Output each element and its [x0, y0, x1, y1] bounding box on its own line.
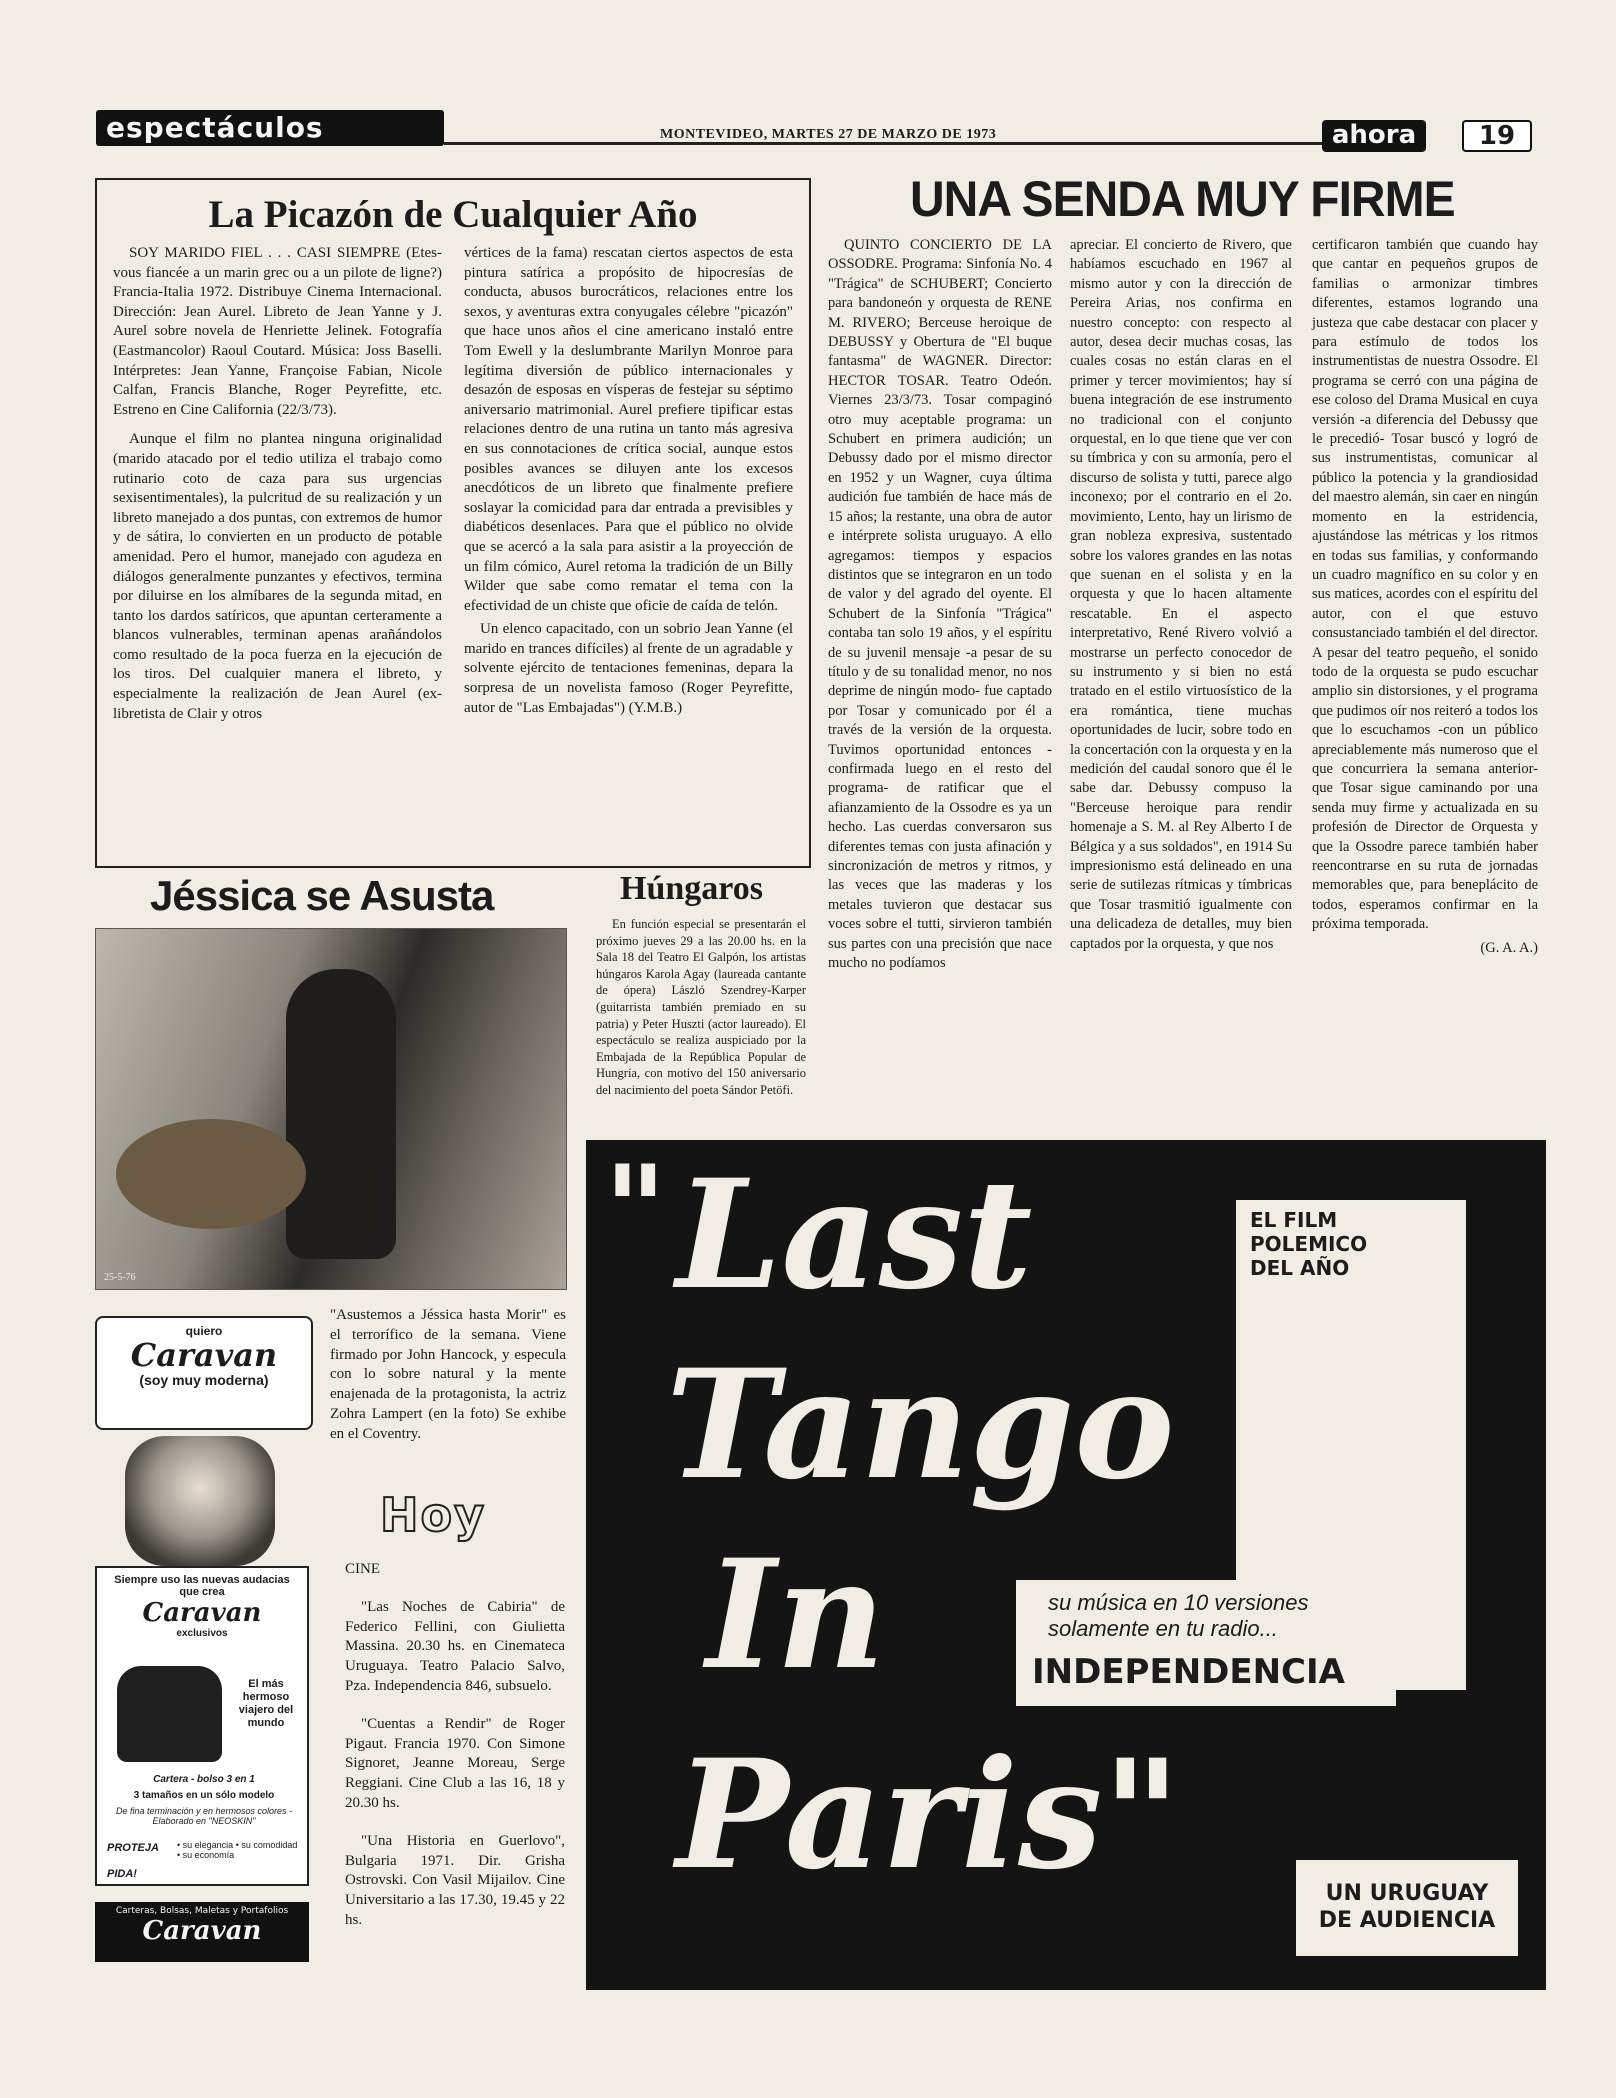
picazon-credits: SOY MARIDO FIEL . . . CASI SIEMPRE (Etes-vous fiancée a un marin grec ou a un pilote de ligne?) Francia-Italia 1972. Distribuye Cinema Internacional. Dirección: Jean Aurel. Libreto de Jean Yanne y J. Aurel sobre novela de Henriette Jelinek. Fotografía (Eastmancolor) Raoul Coutard. Música: Joss Baselli. Intérpretes: Jean Yanne, Françoise Fabian, Nicole Calfan, Francis Blanche, Roger Peyrefitte, etc. Estreno en Cine California (22/3/73).	[113, 245, 442, 418]
caravan-ad	[95, 1316, 315, 1966]
caravan-cartera: Cartera - bolso 3 en 1	[153, 1774, 255, 1785]
model-face	[125, 1436, 275, 1566]
picazon-article	[95, 178, 811, 868]
hoy-item: "Una Historia en Guerlovo", Bulgaria 1971. Dir. Grisha Ostrovski. Con Vasil Mijailov. Cine Universitario a las 17.30, 19.45 y 22 hs.	[345, 1832, 565, 1928]
senda-paragraph: certificaron también que cuando hay que cantar en pequeños grupos de familias o armonizar timbres diferentes, estamos logrando una justeza que cabe destacar con placer y para estímulo de todos los instrumentistas de nuestra Ossodre. El programa se cerró con una página de ese coloso del Drama Musical en cuya versión -a diferencia del Debussy que le precedió- Tosar buscó y logró de sus instrumentistas, comunicar al público la potencia y la grandiosidad del maestro alemán, sin caer en ningún momento en la estridencia, ajustándose las métricas y los ritmos en todas sus familias, y conformando un cuadro magnífico en su color y en sus matices, acordes con el espíritu del autor, con el que estuvo consustanciado también el del director. A pesar del teatro pequeño, el sonido todo de la orquesta se pudo escuchar amplio sin distorsiones, y el programa que pudimos oír nos reiteró a todos los que lo escuchamos -con un público apreciablemente más numeroso que el que concurriera la semana anterior- que Tosar sigue caminando por una senda muy firme y actualizada en su profesión de Director de Orquesta y que la Ossodre parece también haber reencontrarse en su ruta de jornadas memorables que, para beneplácito de todos, esperamos confirmar en la próxima temporada.	[1312, 237, 1538, 933]
jessica-text	[330, 1306, 566, 1449]
picazon-paragraph: Un elenco capacitado, con un sobrio Jean Yanne (el marido en trances difíciles) al frente de un agradable y solvente ejército de tentaciones femeninas, depara la sorpresa de un novelista famoso (Roger Peyrefitte, autor de "Las Embajadas") (Y.M.B.)	[464, 621, 793, 716]
caravan-badge: El más hermoso viajero del mundo	[238, 1678, 294, 1729]
audiencia-box	[1296, 1860, 1518, 1956]
jessica-photo	[95, 928, 567, 1290]
tango-word-in: In	[706, 1527, 886, 1703]
section-banner	[96, 110, 444, 146]
caravan-quiero: quiero	[185, 1324, 223, 1338]
hoy-listings	[345, 1560, 565, 1935]
dateline: MONTEVIDEO, MARTES 27 DE MARZO DE 1973	[660, 127, 997, 142]
caravan-line: Siempre uso las nuevas audacias que crea	[114, 1574, 290, 1598]
caravan-exclusivos: exclusivos	[176, 1628, 228, 1639]
senda-column-2	[1070, 236, 1292, 958]
page-number: 19	[1478, 121, 1516, 151]
senda-column-3	[1312, 236, 1538, 958]
radio-name: INDEPENDENCIA	[1032, 1652, 1345, 1692]
brand-logo	[1322, 120, 1426, 152]
tango-quote-open: "	[604, 1139, 667, 1280]
picazon-paragraph: vértices de la fama) rescatan ciertos aspectos de esta pintura satírica a propósito de hipocresías de conducta, abusos burocráticos, relaciones entre los sexos, y aventuras extra conyugales célebre "picazón" que hace unos años el cine americano instaló entre Tom Ewell y la deslumbrante Marilyn Monroe para legítima diversión de público internacionales y desazón de esposas en vísperas de festejar su séptimo aniversario matrimonial. Aurel prefiere tipificar estas relaciones dentro de una rutina un tanto más agresiva en sus connotaciones de crítica social, aunque estos posibles avances se diluyen ante los excesos anecdóticos de un libreto que finalmente prefiere soslayar la comicidad para dar entrada a previsibles y diabéticos desenlaces. Para que el público no olvide que se acercó a la sala para asistir a la proyección de un film cómico, Aurel retoma la tradición de un Billy Wilder que sabe como rematar el tema con la efectividad de un chiste que oficie de caída de telón.	[464, 245, 793, 614]
senda-paragraph: QUINTO CONCIERTO DE LA OSSODRE. Programa: Sinfonía No. 4 "Trágica" de SCHUBERT; Concierto para bandoneón y orquesta de RENE M. RIVERO; Berceuse heroique de DEBUSSY y Obertura de "El buque fantasma" de WAGNER. Director: HECTOR TOSAR. Teatro Odeón. Viernes 23/3/73. Tosar compaginó otro muy aceptable programa: un Schubert en primera audición; un Debussy dado por el mismo director en 1952 y un Wagner, cuya última audición fue también de hace más de 15 años; la restante, una obra de autor e intérprete solista uruguayo. A ello agregamos: tiempos y espacios distintos que se integraron en un todo de valor y del agrado del oyente. El Schubert de la Sinfonía "Trágica" contaba tan solo 19 años, y el espíritu de su juvenil mensaje -a pesar de su título y de su tonalidad menor, no nos deprime de ningún modo- fue captado por Tosar y comunicado por él a través de la versión de la orquesta. Tuvimos oportunidad entonces -confirmada luego en el resto del programa- de ratificar que el afianzamiento de la Ossodre es ya un hecho. Las cuerdas conversaron sus diferentes temas con justa afinación y sincronización de metros y ritmos, y las veces que las maderas y los metales tuvieron que destacar sus voces sobre el tutti, sirvieron también sus partes con una precisión que nace mucho no podíamos	[828, 237, 1052, 972]
senda-column-1	[828, 236, 1052, 977]
jessica-paragraph: "Asustemos a Jéssica hasta Morir" es el terrorífico de la semana. Viene firmado por John Hancock, y especula con lo sobre natural y la mente enajenada de la protagonista, la actriz Zohra Lampert (en la foto) Se exhibe en el Coventry.	[330, 1307, 566, 1442]
brand-name: ahora	[1331, 120, 1417, 150]
radio-line: su música en 10 versiones solamente en tu radio...	[1048, 1590, 1309, 1641]
tango-word-paris: Paris"	[676, 1727, 1181, 1903]
caravan-logo: Caravan	[130, 1336, 278, 1374]
caravan-ad-top	[95, 1316, 313, 1430]
radio-box	[1016, 1580, 1396, 1706]
last-tango-ad	[586, 1140, 1546, 1990]
polemico-text: EL FILM POLEMICO DEL AÑO	[1250, 1208, 1368, 1280]
audiencia-text: UN URUGUAY DE AUDIENCIA	[1318, 1881, 1496, 1933]
senda-paragraph: apreciar. El concierto de Rivero, que habíamos escuchado en 1967 al mismo autor y con la dirección de Pereira Arias, nos confirma en nuestro concepto: con respecto al autor, desea decir muchas cosas, las cuales cosas no están claras en el primer y tercer movimientos; hay sí buena integración de ese instrumento no tradicional con el conjunto orquestal, en lo que tiene que ver con su tímbrica y con su armonía, pero el discurso de solista y tutti, parece algo inconexo; por el contrario en el 2o. movimiento, Lento, hay un lirismo de gran nobleza expresiva, sustentado sobre los valores grandes en las notas que suenan en el solista y en la orquesta y que lo hacen altamente rescatable. En el aspecto interpretativo, René Rivero volvió a mostrarse un perfecto conocedor de su instrumento y si bien no está tratado en el estilo virtuosístico de la era romántica, tiene muchas oportunidades de lucir, sobre todo en la concertación con la orquesta y en la medición del caudal sonoro que él le sabe dar. Debussy compuso la "Berceuse heroique para rendir homenaje a S. M. al Rey Alberto I de Bélgica y a sus soldados", en 1914 Su impresionismo está delineado en una serie de sutilezas rítmicas y tímbricas que Tosar trasmitió igualmente con una delicadeza de detalles, muy bien captados por la orquesta, y que nos	[1070, 237, 1292, 952]
caravan-pida: PIDA!	[107, 1868, 137, 1880]
caravan-logo: Caravan	[142, 1598, 262, 1628]
tango-word-tango: Tango	[666, 1337, 1175, 1513]
hoy-item: "Las Noches de Cabiria" de Federico Fellini, con Giulietta Massina. 20.30 hs. en Cinemateca Uruguaya. Teatro Palacio Salvo, Pza. Independencia 846, subsuelo.	[345, 1598, 565, 1694]
lute-shape	[116, 1119, 306, 1229]
senda-signature: (G. A. A.)	[1480, 939, 1538, 956]
caravan-protege-items: • su elegancia • su comodidad • su economía	[177, 1840, 298, 1860]
senda-title: UNA SENDA MUY FIRME	[910, 171, 1455, 228]
caravan-ad-main	[95, 1566, 309, 1886]
section-title: espectáculos	[106, 111, 324, 144]
handbag-image	[117, 1666, 222, 1762]
caravan-footer	[95, 1902, 309, 1962]
caravan-tagline: (soy muy moderna)	[139, 1372, 269, 1388]
caravan-footer-logo: Caravan	[142, 1916, 262, 1946]
hoy-title: Hoy	[380, 1488, 487, 1542]
hungaros-paragraph: En función especial se presentarán el próximo jueves 29 a las 20.00 hs. en la Sala 18 del Teatro El Galpón, los artistas húngaros Karola Agay (laureada cantante de ópera) László Szendrey-Karper (guitarrista también premiado en su patria) y Peter Huszti (actor laureado). El espectáculo se realiza auspiciado por la Embajada de la República Popular de Hungría, con motivo del 150 aniversario del nacimiento del poeta Sándor Petöfi.	[596, 917, 806, 1097]
caravan-tamanos: 3 tamaños en un sólo modelo	[133, 1790, 275, 1801]
caravan-footer-line: Carteras, Bolsas, Maletas y Portafolios	[115, 1906, 289, 1916]
picazon-title: La Picazón de Cualquier Año	[208, 193, 698, 236]
caravan-fina: De fina terminación y en hermosos colores - Elaborado en "NEOSKIN"	[115, 1806, 293, 1826]
jessica-title: Jéssica se Asusta	[150, 872, 494, 919]
tango-word-last: Last	[676, 1147, 1033, 1323]
hoy-item: "Cuentas a Rendir" de Roger Pigaut. Francia 1970. Con Simone Signoret, Jeanne Moreau, Serge Reggiani. Cine Club a las 16, 18 y 20.30 hs.	[345, 1715, 565, 1811]
hungaros-text	[596, 916, 806, 1103]
hungaros-title: Húngaros	[620, 870, 763, 907]
picazon-paragraph: Aunque el film no plantea ninguna originalidad (marido atacado por el tedio utiliza el trabajo como rutinario coto de caza para sus urgencias sexisentimentales), la pulcritud de su realización y un libreto manejado a dos puntas, con extremos de humor y de sátira, lo convierten en un producto de potable amenidad. Pero el humor, manejado con agudeza en diálogos generalmente punzantes y efectivos, termina por diluirse en los almíbares de la segunda mitad, en tanto los dardos satíricos, que apuntan certeramente a blancos vulnerables, terminan apenas arañándolos como resultado de la poca fuerza en la ejecución de los tiros. Del cualquier manera el libreto, y especialmente la realización de Jean Aurel (ex-libretista de Clair y otros	[113, 431, 442, 722]
hoy-category: CINE	[345, 1561, 380, 1577]
page-number-box	[1462, 120, 1532, 152]
caravan-protege: PROTEJA	[107, 1842, 159, 1854]
photo-caption: 25-5-76	[104, 1272, 136, 1283]
woman-figure	[286, 969, 396, 1259]
